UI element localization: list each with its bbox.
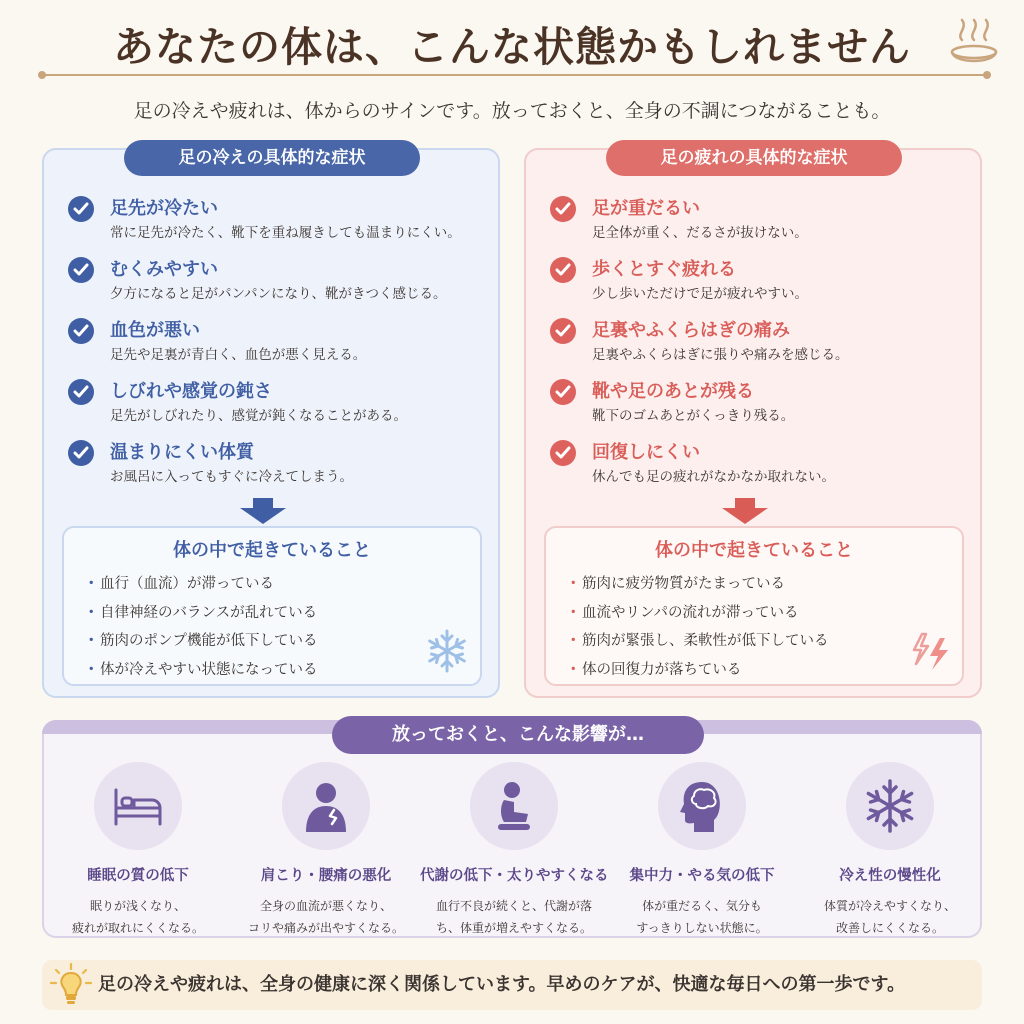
bed-icon [108, 776, 168, 836]
inside-list [566, 570, 829, 684]
fatigue-panel-header: 足の疲れの具体的な症状 [606, 140, 902, 176]
page-subtitle: 足の冷えや疲れは、体からのサインです。放っておくと、全身の不調につながることも。 [133, 100, 891, 122]
check-icon [550, 196, 576, 222]
inside-list [84, 570, 318, 684]
list-item: ・ 血行（血流）が滞っている [84, 576, 274, 592]
symptom-title: むくみやすい [110, 259, 218, 280]
effect-desc: 血行不良が続くと、代謝が落 ち、体重が増えやすくなる。 [435, 899, 592, 935]
symptom-desc: 常に足先が冷たく、靴下を重ね履きしても温まりにくい。 [110, 225, 461, 241]
snowflake-icon [860, 776, 920, 836]
symptom-title: 温まりにくい体質 [110, 442, 254, 463]
effect-title: 集中力・やる気の低下 [629, 868, 775, 884]
symptom-title: 歩くとすぐ疲れる [592, 259, 736, 280]
effect-title: 肩こり・腰痛の悪化 [260, 868, 392, 884]
footer-banner [42, 960, 982, 1010]
effect-desc: 全身の血流が悪くなり、 コリや痛みが出やすくなる。 [247, 899, 404, 935]
effect-item [420, 762, 608, 939]
symptom-desc: 休んでも足の疲れがなかなか取れない。 [592, 469, 835, 485]
shoulder-pain-icon [296, 776, 356, 836]
list-item: ・ 筋肉が緊張し、柔軟性が低下している [566, 633, 829, 649]
onsen-icon [948, 14, 1000, 70]
cold-symptoms-panel [42, 148, 500, 698]
symptom-desc: 夕方になると足がパンパンになり、靴がきつく感じる。 [110, 286, 447, 302]
check-icon [550, 440, 576, 466]
symptom-desc: 少し歩いただけで足が疲れやすい。 [592, 286, 808, 302]
lightbulb-icon [48, 962, 94, 1008]
check-icon [68, 318, 94, 344]
lightning-icon [908, 628, 954, 674]
list-item: ・ 自律神経のバランスが乱れている [84, 604, 318, 621]
effect-title: 睡眠の質の低下 [87, 868, 189, 884]
head-brain-icon [672, 776, 732, 836]
effect-desc: 体質が冷えやすくなり、 改善しにくくなる。 [823, 899, 956, 935]
symptom-desc: 足裏やふくらはぎに張りや痛みを感じる。 [592, 347, 849, 363]
symptom-desc: 足先がしびれたり、感覚が鈍くなることがある。 [110, 408, 407, 424]
effect-item [796, 762, 984, 939]
title-divider [42, 74, 987, 76]
symptom-title: しびれや感覚の鈍さ [110, 381, 272, 402]
check-icon [68, 196, 94, 222]
symptom-desc: 足全体が重く、だるさが抜けない。 [592, 225, 808, 241]
list-item: ・ 筋肉に疲労物質がたまっている [566, 576, 785, 592]
sitting-person-icon [484, 776, 544, 836]
symptom-title: 足裏やふくらはぎの痛み [592, 320, 790, 341]
list-item: ・ 筋肉のポンプ機能が低下している [84, 633, 318, 649]
inside-title: 体の中で起きていること [173, 540, 371, 561]
symptom-desc: 足先や足裏が青白く、血色が悪く見える。 [110, 347, 367, 363]
list-item: ・ 体が冷えやすい状態になっている [84, 661, 318, 678]
cold-panel-header: 足の冷えの具体的な症状 [124, 140, 420, 176]
effect-title: 冷え性の慢性化 [839, 868, 941, 884]
check-icon [68, 440, 94, 466]
check-icon [68, 257, 94, 283]
effect-item [232, 762, 420, 939]
footer-message: 足の冷えや疲れは、全身の健康に深く関係しています。早めのケアが、快適な毎日への第一歩です。 [98, 974, 906, 995]
effect-item [608, 762, 796, 939]
symptom-desc: お風呂に入ってもすぐに冷えてしまう。 [110, 469, 353, 485]
symptom-title: 足先が冷たい [110, 198, 218, 219]
check-icon [550, 257, 576, 283]
effect-desc: 眠りが浅くなり、 疲れが取れにくくなる。 [71, 899, 204, 935]
down-arrow-icon [240, 498, 286, 524]
list-item: ・ 体の回復力が落ちている [566, 661, 742, 678]
down-arrow-icon [722, 498, 768, 524]
impact-section [42, 720, 982, 938]
symptom-title: 回復しにくい [592, 442, 700, 463]
impact-header: 放っておくと、こんな影響が… [332, 716, 704, 754]
check-icon [68, 379, 94, 405]
inside-title: 体の中で起きていること [655, 540, 853, 561]
snowflake-icon [424, 628, 470, 674]
check-icon [550, 318, 576, 344]
cold-inside-box [62, 526, 482, 686]
effect-title: 代謝の低下・太りやすくなる [420, 868, 609, 884]
effect-item [44, 762, 232, 939]
fatigue-symptoms-panel [524, 148, 982, 698]
symptom-title: 靴や足のあとが残る [592, 381, 754, 402]
fatigue-inside-box [544, 526, 964, 686]
symptom-desc: 靴下のゴムあとがくっきり残る。 [592, 408, 795, 424]
page-title: あなたの体は、こんな状態かもしれません [113, 23, 911, 71]
effect-desc: 体が重だるく、気分も すっきりしない状態に。 [636, 899, 768, 935]
check-icon [550, 379, 576, 405]
list-item: ・ 血流やリンパの流れが滞っている [566, 604, 799, 621]
symptom-title: 足が重だるい [592, 198, 700, 219]
symptom-title: 血色が悪い [110, 320, 200, 341]
